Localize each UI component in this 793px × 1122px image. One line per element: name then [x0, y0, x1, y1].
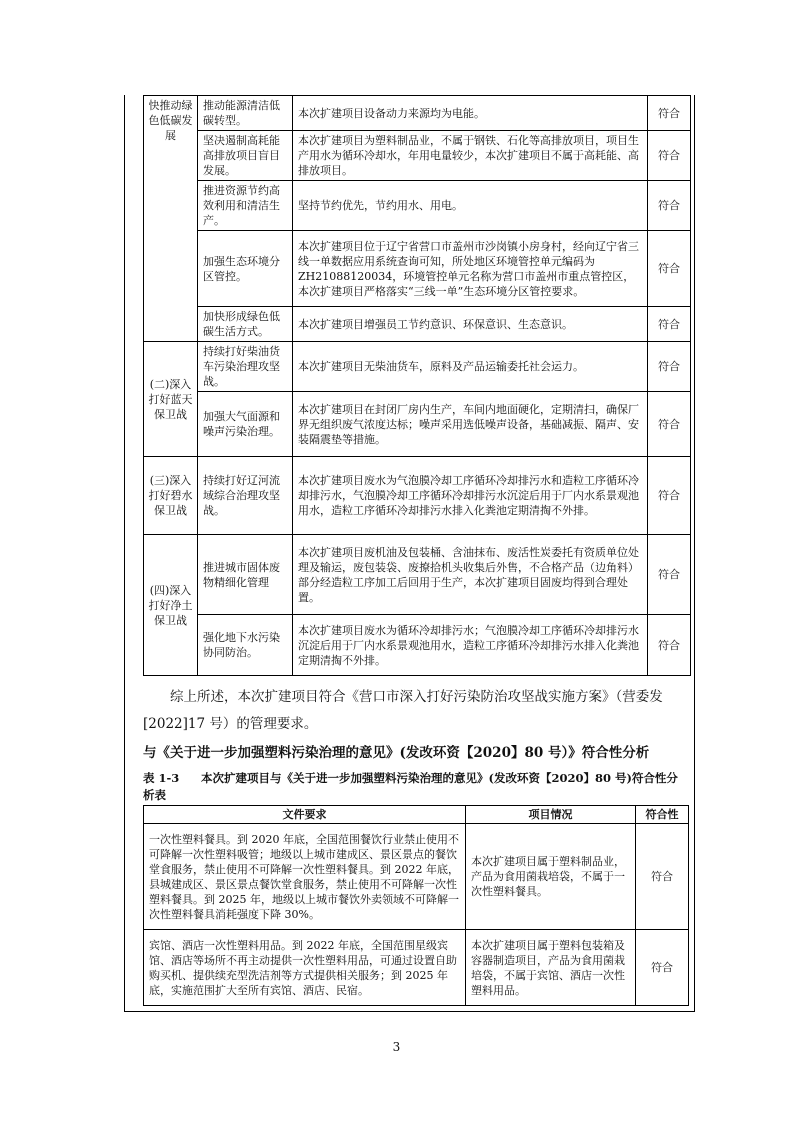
table-row: [144, 231, 691, 307]
table-caption-text: 本次扩建项目与《关于进一步加强塑料污染治理的意见》(发改环资【2020】80 号)符合性分析表: [143, 771, 678, 802]
requirement-cell: 加强生态环境分区管控。: [198, 231, 293, 307]
result-cell: 符合: [636, 930, 689, 1006]
requirement-cell: 加强大气面源和噪声污染治理。: [198, 392, 293, 457]
requirement-cell: 推动能源清洁低碳转型。: [198, 96, 293, 131]
table-row: [144, 930, 689, 1006]
requirement-cell: 推进资源节约高效利用和清洁生产。: [198, 181, 293, 231]
situation-cell: 本次扩建项目为塑料制品业，不属于钢铁、石化等高排放项目，项目生产用水为循环冷却水，年用电量较少，本次扩建项目不属于高耗能、高排放项目。: [293, 131, 648, 181]
table-row: [144, 342, 691, 392]
result-cell: 符合: [648, 231, 691, 307]
compliance-table-2: [143, 805, 689, 1006]
result-cell: 符合: [648, 535, 691, 615]
table-caption: [143, 770, 683, 804]
situation-cell: 本次扩建项目废机油及包装桶、含油抹布、废活性炭委托有资质单位处理及输运，废包装袋、废撩拾机头收集后外售，不合格产品（边角料）部分经造粒工序加工后回用于生产，本次扩建项目固废均得到合理处置。: [293, 535, 648, 615]
result-cell: 符合: [648, 96, 691, 131]
table-header-row: [144, 806, 689, 824]
requirement-cell: 持续打好辽河流域综合治理攻坚战。: [198, 457, 293, 535]
page-number: 3: [392, 1040, 401, 1054]
situation-cell: 本次扩建项目属于塑料制品业，产品为食用菌栽培袋，不属于一次性塑料餐具。: [466, 824, 636, 930]
situation-cell: 本次扩建项目属于塑料包装箱及容器制造项目，产品为食用菌栽培袋，不属于宾馆、酒店一次性塑料用品。: [466, 930, 636, 1006]
situation-cell: 本次扩建项目废水为循环冷却排污水；气泡膜冷却工序循环冷却排污水沉淀后用于厂内水系景观池用水，造粒工序循环冷却排污水排入化粪池定期清掏不外排。: [293, 615, 648, 676]
result-cell: 符合: [648, 307, 691, 342]
result-cell: 符合: [648, 131, 691, 181]
result-cell: 符合: [648, 392, 691, 457]
table-row: [144, 307, 691, 342]
table-row: [144, 615, 691, 676]
situation-cell: 本次扩建项目设备动力来源均为电能。: [293, 96, 648, 131]
category-cell: (二)深入打好蓝天保卫战: [144, 342, 198, 457]
result-cell: 符合: [648, 615, 691, 676]
situation-cell: 坚持节约优先，节约用水、用电。: [293, 181, 648, 231]
table-row: [144, 535, 691, 615]
table-caption-number: 表 1-3: [143, 771, 180, 785]
table-row: [144, 392, 691, 457]
table-1-container: [143, 95, 690, 676]
result-cell: 符合: [648, 457, 691, 535]
requirement-cell: 坚决遏制高耗能高排放项目盲目发展。: [198, 131, 293, 181]
result-cell: 符合: [648, 181, 691, 231]
requirement-cell: 宾馆、酒店一次性塑料用品。到 2022 年底，全国范围星级宾馆、酒店等场所不再主动提供一次性塑料用品，可通过设置自助购买机、提供续充型洗洁剂等方式提供相关服务；到 2025 年底，实施范围扩大至所有宾馆、酒店、民宿。: [144, 930, 466, 1006]
requirement-cell: 持续打好柴油货车污染治理攻坚战。: [198, 342, 293, 392]
column-header: 符合性: [636, 806, 689, 824]
requirement-cell: 推进城市固体废物精细化管理: [198, 535, 293, 615]
category-cell: 快推动绿色低碳发展: [144, 96, 198, 342]
result-cell: 符合: [648, 342, 691, 392]
section-heading: 与《关于进一步加强塑料污染治理的意见》(发改环资【2020】80 号）》符合性分析: [143, 745, 650, 761]
table-row: [144, 181, 691, 231]
situation-cell: 本次扩建项目废水为气泡膜冷却工序循环冷却排污水和造粒工序循环冷却排污水，气泡膜冷却工序循环冷却排污水沉淀后用于厂内水系景观池用水，造粒工序循环冷却排污水排入化粪池定期清掏不外排。: [293, 457, 648, 535]
column-header: 项目情况: [466, 806, 636, 824]
requirement-cell: 强化地下水污染协同防治。: [198, 615, 293, 676]
result-cell: 符合: [636, 824, 689, 930]
summary-paragraph: 综上所述，本次扩建项目符合《营口市深入打好污染防治攻坚战实施方案》（营委发[2022]17 号）的管理要求。: [143, 689, 663, 732]
table-row: [144, 96, 691, 131]
situation-cell: 本次扩建项目在封闭厂房内生产，车间内地面硬化，定期清扫，确保厂界无组织废气浓度达标；噪声采用选低噪声设备，基础减振、隔声、安装隔震垫等措施。: [293, 392, 648, 457]
requirement-cell: 加快形成绿色低碳生活方式。: [198, 307, 293, 342]
compliance-table-1: [143, 95, 691, 676]
table-row: [144, 457, 691, 535]
requirement-cell: 一次性塑料餐具。到 2020 年底，全国范围餐饮行业禁止使用不可降解一次性塑料吸管；地级以上城市建成区、景区景点的餐饮堂食服务，禁止使用不可降解一次性塑料餐具。到 2022 年底，县城建成区、景区景点餐饮堂食服务，禁止使用不可降解一次性塑料餐具。到 2025 年，地级以上城市餐饮外卖领域不可降解一次性塑料餐具消耗强度下降 30%。: [144, 824, 466, 930]
table-2-container: [143, 805, 688, 1006]
table-row: [144, 131, 691, 181]
category-cell: (四)深入打好净土保卫战: [144, 535, 198, 676]
table-row: [144, 824, 689, 930]
situation-cell: 本次扩建项目无柴油货车，原料及产品运输委托社会运力。: [293, 342, 648, 392]
situation-cell: 本次扩建项目增强员工节约意识、环保意识、生态意识。: [293, 307, 648, 342]
situation-cell: 本次扩建项目位于辽宁省营口市盖州市沙岗镇小房身村，经向辽宁省三线一单数据应用系统查询可知，所处地区环境管控单元编码为 ZH21088120034，环境管控单元名称为营口市盖州市重点管控区，本次扩建项目严格落实“三线一单”生态环境分区管控要求。: [293, 231, 648, 307]
column-header: 文件要求: [144, 806, 466, 824]
category-cell: (三)深入打好碧水保卫战: [144, 457, 198, 535]
